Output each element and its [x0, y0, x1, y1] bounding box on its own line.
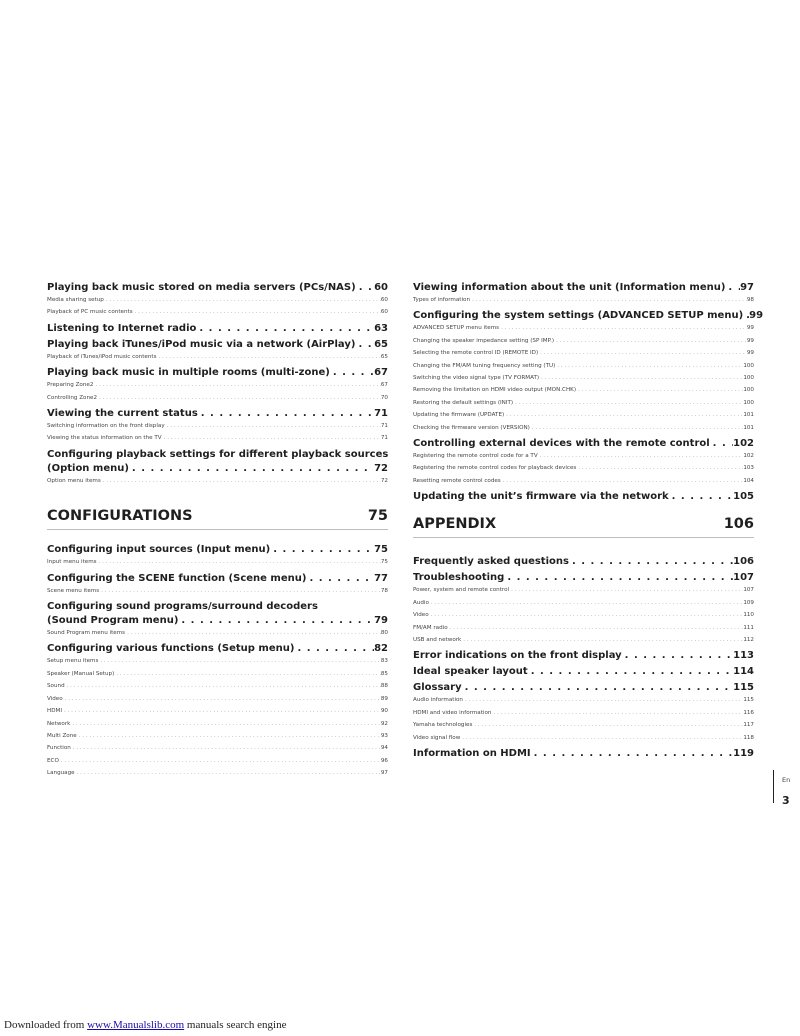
toc-subentry[interactable]	[413, 450, 754, 462]
toc-entry-page: 72	[374, 462, 388, 474]
download-prefix: Downloaded from	[4, 1019, 88, 1031]
toc-subentry[interactable]	[47, 420, 388, 432]
section-heading-configurations[interactable]	[47, 508, 388, 530]
toc-subentry-title: Removing the limitation on HDMI video output (MON.CHK)	[413, 387, 577, 394]
toc-subentry-title: Selecting the remote control ID (REMOTE ID)	[413, 350, 539, 357]
toc-subentries	[47, 627, 388, 639]
section-page: 106	[723, 516, 754, 533]
toc-entry-page: 82	[374, 643, 388, 655]
toc-subentry[interactable]	[413, 360, 754, 372]
toc-entry[interactable]	[413, 681, 754, 694]
toc-subentry-title: Controlling Zone2	[47, 394, 98, 401]
download-suffix: manuals search engine	[184, 1019, 287, 1031]
toc-subentry-page: 80	[380, 630, 388, 637]
dot-leader	[530, 422, 743, 434]
dot-leader	[93, 379, 380, 391]
toc-subentry-title: Sound	[47, 683, 65, 690]
toc-entry[interactable]	[413, 555, 754, 568]
toc-subentry-page: 104	[743, 477, 754, 484]
toc-entry-title: Troubleshooting	[413, 572, 505, 584]
toc-subentry[interactable]	[47, 432, 388, 444]
dot-leader	[71, 742, 381, 754]
dot-leader	[509, 584, 743, 596]
toc-entry[interactable]	[413, 281, 754, 294]
toc-entry-title: Playing back music in multiple rooms (multi-zone)	[47, 367, 330, 379]
toc-subentry-title: Restoring the default settings (INIT)	[413, 399, 514, 406]
dot-leader	[669, 490, 733, 503]
toc-subentry[interactable]	[47, 585, 388, 597]
toc-subentry[interactable]	[413, 409, 754, 421]
toc-subentry[interactable]	[413, 694, 754, 706]
toc-subentry[interactable]	[413, 384, 754, 396]
toc-subentry[interactable]	[47, 655, 388, 667]
toc-subentry[interactable]	[413, 335, 754, 347]
dot-leader	[97, 556, 381, 568]
toc-subentry[interactable]	[47, 379, 388, 391]
toc-entry-title: Information on HDMI	[413, 747, 531, 759]
toc-subentry[interactable]	[47, 718, 388, 730]
toc-subentry[interactable]	[47, 351, 388, 363]
dot-leader	[725, 281, 740, 294]
toc-subentry-page: 100	[743, 387, 754, 394]
dot-leader	[62, 705, 381, 717]
toc-subentry-page: 60	[380, 309, 388, 316]
language-label: En	[782, 776, 791, 784]
dot-leader	[77, 730, 381, 742]
toc-subentry-page: 99	[746, 325, 754, 332]
toc-subentry-title: Audio	[413, 599, 429, 606]
toc-subentry-title: Speaker (Manual Setup)	[47, 670, 115, 677]
toc-subentry-page: 115	[743, 697, 754, 704]
toc-subentry-page: 67	[380, 382, 388, 389]
toc-entry-page: 106	[733, 556, 754, 568]
toc-entry-page: 102	[733, 438, 754, 450]
toc-subentry[interactable]	[47, 294, 388, 306]
dot-leader	[462, 681, 734, 694]
dot-leader	[156, 351, 380, 363]
dot-leader	[460, 732, 743, 744]
toc-entry-title: Configuring the SCENE function (Scene menu)	[47, 572, 307, 584]
dot-leader	[59, 755, 381, 767]
dot-leader	[622, 649, 733, 662]
toc-subentry-page: 70	[380, 394, 388, 401]
toc-group	[47, 543, 388, 597]
toc-subentry[interactable]	[47, 475, 388, 487]
toc-subentry-title: ECO	[47, 757, 59, 764]
dot-leader	[75, 767, 381, 779]
toc-subentry-page: 101	[743, 424, 754, 431]
toc-subentry[interactable]	[47, 693, 388, 705]
toc-subentry[interactable]	[413, 422, 754, 434]
toc-subentry-title: Switching information on the front display	[47, 423, 165, 430]
toc-right-column	[413, 278, 764, 760]
toc-subentry[interactable]	[47, 556, 388, 568]
dot-leader	[294, 642, 374, 655]
toc-subentry-page: 99	[746, 350, 754, 357]
toc-group	[413, 281, 764, 503]
toc-entry-page: 105	[733, 491, 754, 503]
toc-entry-page: 115	[733, 682, 754, 694]
dot-leader	[461, 634, 743, 646]
dot-leader	[65, 680, 381, 692]
dot-leader	[531, 747, 733, 760]
toc-subentry[interactable]	[47, 742, 388, 754]
dot-leader	[129, 462, 374, 475]
toc-subentry-page: 60	[380, 297, 388, 303]
dot-leader	[178, 614, 374, 627]
dot-leader	[710, 437, 733, 450]
toc-entry[interactable]	[47, 407, 388, 420]
toc-entry-page: 79	[374, 615, 388, 627]
toc-subentry-page: 100	[743, 375, 754, 382]
toc-subentry-title: Types of information	[413, 297, 470, 303]
toc-subentry-title: Checking the firmware version (VERSION)	[413, 424, 530, 431]
toc-subentry[interactable]	[413, 584, 754, 596]
toc-subentry-title: USB and network	[413, 636, 462, 643]
dot-leader	[448, 622, 744, 634]
toc-subentry-page: 97	[380, 770, 388, 777]
toc-entry[interactable]	[47, 338, 388, 351]
toc-entry-page: 60	[374, 282, 388, 293]
toc-group	[47, 281, 388, 445]
toc-subentry-title: HDMI and video information	[413, 709, 492, 716]
toc-entry[interactable]	[47, 614, 388, 627]
dot-leader	[499, 322, 747, 334]
dot-leader	[501, 475, 744, 487]
toc-entry[interactable]	[47, 462, 388, 475]
toc-subentry[interactable]	[47, 755, 388, 767]
toc-subentry[interactable]	[413, 372, 754, 384]
toc-subentry-title: Power, system and remote control	[413, 587, 510, 594]
toc-entry-page: 114	[733, 666, 754, 678]
toc-entry-page: 65	[374, 338, 388, 350]
dot-leader	[133, 306, 381, 318]
toc-subentry-page: 103	[743, 465, 754, 472]
toc-subentry-title: Multi Zone	[47, 732, 77, 739]
toc-entry-page: 99	[749, 310, 764, 322]
toc-group	[413, 555, 754, 760]
dot-leader	[539, 372, 743, 384]
dot-leader	[491, 707, 743, 719]
dot-leader	[330, 366, 374, 379]
toc-subentry-title: Media sharing setup	[47, 297, 104, 303]
toc-entry-page: 75	[374, 544, 388, 556]
manualslib-link[interactable]: www.Manualslib.com	[87, 1019, 185, 1031]
toc-subentry-title: Video signal flow	[413, 734, 461, 741]
toc-subentry-title: Yamaha technologies	[413, 722, 473, 729]
toc-left-column	[47, 278, 388, 780]
toc-entry-page: 67	[374, 367, 388, 379]
toc-subentry-title: Viewing the status information on the TV	[47, 435, 162, 442]
toc-subentry-page: 65	[380, 353, 388, 360]
dot-leader	[355, 338, 374, 351]
toc-entry[interactable]	[413, 490, 754, 503]
toc-subentry-page: 92	[380, 720, 388, 727]
section-heading-appendix[interactable]	[413, 516, 754, 538]
toc-entry-title: Controlling external devices with the remote control	[413, 438, 710, 450]
toc-subentry-title: Video	[413, 612, 429, 619]
toc-subentry-title: Playback of PC music contents	[47, 309, 133, 316]
toc-subentry-title: Function	[47, 745, 71, 752]
toc-subentry[interactable]	[47, 668, 388, 680]
toc-entry-title: Glossary	[413, 682, 462, 694]
toc-subentry-title: Input menu items	[47, 559, 97, 566]
toc-entry[interactable]	[413, 437, 754, 450]
toc-subentry-page: 71	[380, 435, 388, 442]
toc-subentry[interactable]	[413, 475, 754, 487]
section-page: 75	[367, 508, 388, 525]
dot-leader	[463, 694, 743, 706]
toc-subentry-page: 116	[743, 709, 754, 716]
toc-subentry-page: 94	[380, 745, 388, 752]
toc-entry-title-line[interactable]: Configuring sound programs/surround decoders	[47, 601, 318, 613]
download-notice	[4, 1019, 286, 1031]
dot-leader	[504, 571, 733, 584]
toc-entry[interactable]	[47, 366, 388, 379]
toc-entry[interactable]	[413, 747, 754, 760]
toc-entry[interactable]	[413, 309, 764, 322]
toc-subentry-title: Resetting remote control codes	[413, 477, 501, 484]
toc-subentry-page: 118	[743, 734, 754, 741]
dot-leader	[162, 432, 381, 444]
toc-subentry-title: Playback of iTunes/iPod music contents	[47, 353, 157, 360]
toc-subentry[interactable]	[47, 306, 388, 318]
toc-subentry-title: Sound Program menu items	[47, 630, 126, 637]
dot-leader	[429, 609, 744, 621]
toc-entry[interactable]	[413, 571, 754, 584]
toc-subentry-page: 90	[380, 708, 388, 715]
toc-entry[interactable]	[47, 642, 388, 655]
dot-leader	[104, 294, 381, 306]
toc-subentry-page: 109	[743, 599, 754, 606]
dot-leader	[198, 407, 374, 420]
toc-subentry-page: 99	[746, 337, 754, 344]
toc-subentry-page: 72	[380, 477, 388, 484]
toc-entry[interactable]	[413, 665, 754, 678]
toc-entry[interactable]	[413, 649, 754, 662]
section-title: APPENDIX	[413, 516, 497, 533]
dot-leader	[99, 585, 381, 597]
toc-subentry[interactable]	[413, 322, 754, 334]
toc-subentry-page: 107	[743, 587, 754, 594]
toc-subentry-title: Setup menu items	[47, 658, 99, 665]
toc-entry-title: Configuring the system settings (ADVANCED SETUP menu)	[413, 310, 744, 322]
toc-subentry[interactable]	[47, 680, 388, 692]
dot-leader	[125, 627, 381, 639]
toc-group	[47, 642, 388, 779]
dot-leader	[538, 450, 744, 462]
dot-leader	[504, 409, 743, 421]
dot-leader	[98, 655, 381, 667]
toc-entry-page: 77	[374, 572, 388, 584]
toc-subentry[interactable]	[47, 767, 388, 779]
toc-subentry-page: 110	[743, 612, 754, 619]
dot-leader	[528, 665, 733, 678]
dot-leader	[513, 397, 743, 409]
toc-entry[interactable]	[47, 322, 388, 335]
toc-subentry-title: Registering the remote control code for a TV	[413, 453, 538, 460]
toc-subentry-page: 89	[380, 695, 388, 702]
toc-subentry-page: 111	[743, 624, 754, 631]
dot-leader	[63, 693, 381, 705]
toc-entry-title: Playing back iTunes/iPod music via a network (AirPlay)	[47, 338, 356, 350]
dot-leader	[114, 668, 381, 680]
toc-subentry-page: 78	[380, 587, 388, 594]
toc-subentry-page: 75	[380, 559, 388, 566]
toc-subentry[interactable]	[413, 719, 754, 731]
toc-entry-title: Playing back music stored on media servers (PCs/NAS)	[47, 282, 356, 293]
dot-leader	[554, 335, 747, 347]
dot-leader	[576, 384, 743, 396]
toc-entry[interactable]	[47, 281, 388, 294]
dot-leader	[470, 294, 747, 306]
toc-subentry-title: Scene menu items	[47, 587, 100, 594]
toc-entry-page: 63	[374, 322, 388, 334]
toc-subentry-title: Changing the speaker impedance setting (SP IMP.)	[413, 337, 555, 344]
toc-entry[interactable]	[47, 543, 388, 556]
toc-subentry[interactable]	[47, 730, 388, 742]
toc-subentry-title: Preparing Zone2	[47, 382, 94, 389]
toc-subentry-page: 102	[743, 453, 754, 460]
toc-subentry[interactable]	[413, 294, 754, 306]
toc-entry-title: Configuring various functions (Setup menu)	[47, 643, 295, 655]
toc-subentry-title: Language	[47, 770, 75, 777]
page-footer	[773, 770, 800, 807]
toc-subentry-title: ADVANCED SETUP menu items	[413, 325, 500, 332]
toc-subentry-title: Registering the remote control codes for playback devices	[413, 465, 577, 472]
dot-leader	[555, 360, 743, 372]
toc-entry-page: 97	[740, 282, 754, 293]
toc-subentry-title: Audio information	[413, 697, 463, 704]
toc-subentry-title: Video	[47, 695, 63, 702]
dot-leader	[101, 475, 381, 487]
dot-leader	[472, 719, 743, 731]
toc-entry-page: 113	[733, 650, 754, 662]
toc-subentry-page: 71	[380, 423, 388, 430]
toc-subentry-page: 101	[743, 412, 754, 419]
toc-entry[interactable]	[47, 572, 388, 585]
dot-leader	[306, 572, 374, 585]
toc-subentry[interactable]	[413, 462, 754, 474]
dot-leader	[97, 392, 381, 404]
toc-subentry-page: 85	[380, 670, 388, 677]
toc-subentry[interactable]	[47, 705, 388, 717]
toc-entry-title: (Sound Program menu)	[47, 615, 179, 627]
toc-entry-page: 71	[374, 408, 388, 420]
toc-subentry-page: 88	[380, 683, 388, 690]
toc-subentry[interactable]	[47, 627, 388, 639]
dot-leader	[165, 420, 381, 432]
toc-entry-page: 107	[733, 572, 754, 584]
toc-subentry-page: 112	[743, 636, 754, 643]
toc-entry-title: Viewing the current status	[47, 408, 198, 420]
toc-subentry[interactable]	[413, 634, 754, 646]
toc-subentry-page: 98	[746, 297, 754, 303]
toc-entry-title: Error indications on the front display	[413, 650, 622, 662]
toc-subentry-page: 100	[743, 362, 754, 369]
toc-entry-title-line[interactable]: Configuring playback settings for different playback sources	[47, 448, 389, 460]
toc-subentry-page: 96	[380, 757, 388, 764]
toc-entry-title: Ideal speaker layout	[413, 666, 528, 678]
toc-subentry-title: Switching the video signal type (TV FORMAT)	[413, 375, 540, 382]
toc-entry-title: Listening to Internet radio	[47, 322, 197, 334]
dot-leader	[429, 597, 743, 609]
toc-subentry[interactable]	[413, 347, 754, 359]
section-title: CONFIGURATIONS	[47, 508, 193, 525]
dot-leader	[356, 281, 374, 294]
page-number: 3	[782, 794, 790, 807]
dot-leader	[270, 543, 374, 556]
toc-subentry-page: 83	[380, 658, 388, 665]
toc-subentry-page: 100	[743, 399, 754, 406]
toc-entry-title: Updating the unit’s firmware via the network	[413, 491, 669, 503]
toc-subentry-title: Option menu items	[47, 477, 101, 484]
toc-entry-title: Frequently asked questions	[413, 556, 569, 568]
toc-subentries	[47, 475, 388, 487]
toc-subentry-page: 117	[743, 722, 754, 729]
dot-leader	[576, 462, 743, 474]
toc-subentry[interactable]	[47, 392, 388, 404]
toc-subentry-title: Network	[47, 720, 71, 727]
dot-leader	[569, 555, 733, 568]
toc-subentry[interactable]	[413, 707, 754, 719]
toc-subentry-page: 93	[380, 732, 388, 739]
toc-subentry-title: HDMI	[47, 708, 62, 715]
dot-leader	[70, 718, 381, 730]
toc-subentry[interactable]	[413, 622, 754, 634]
toc-subentry[interactable]	[413, 397, 754, 409]
toc-subentry[interactable]	[413, 732, 754, 744]
toc-subentry[interactable]	[413, 597, 754, 609]
toc-subentry-title: FM/AM radio	[413, 624, 448, 631]
toc-entry-title: Viewing information about the unit (Information menu)	[413, 282, 726, 293]
toc-entry-title: Configuring input sources (Input menu)	[47, 544, 271, 556]
toc-subentry[interactable]	[413, 609, 754, 621]
toc-entry-page: 119	[733, 747, 754, 759]
toc-entry-title: (Option menu)	[47, 462, 129, 474]
dot-leader	[538, 347, 747, 359]
toc-subentry-title: Updating the firmware (UPDATE)	[413, 412, 505, 419]
toc-subentry-title: Changing the FM/AM tuning frequency setting (TU)	[413, 362, 556, 369]
dot-leader	[196, 322, 374, 335]
